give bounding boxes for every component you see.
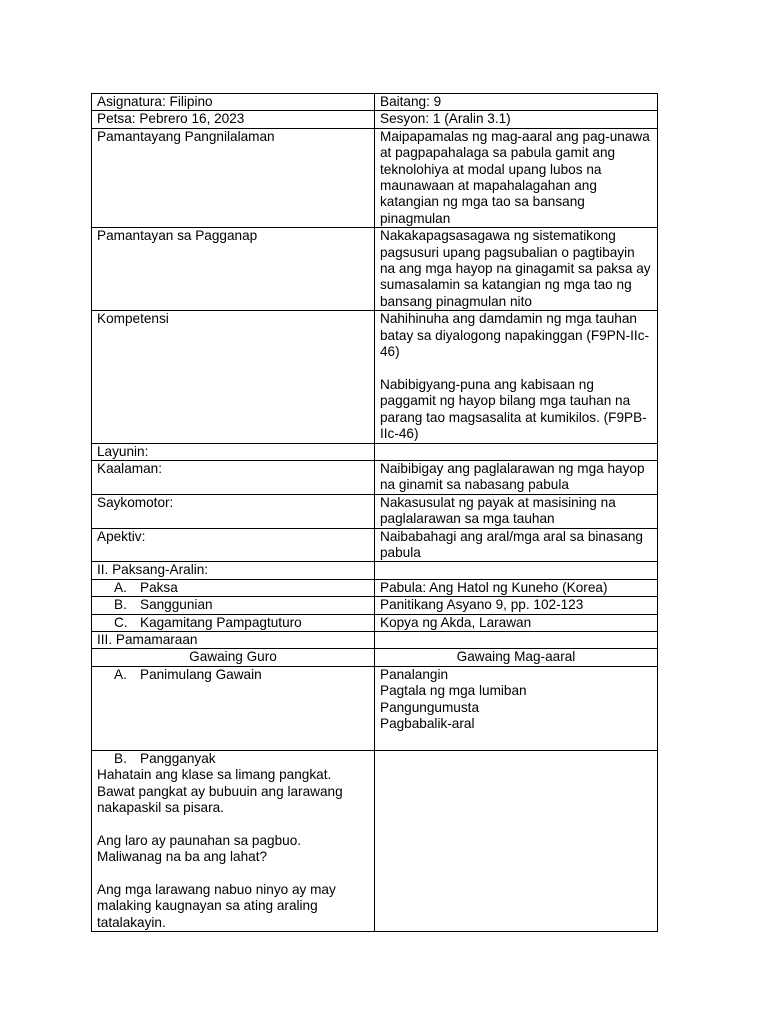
reference-label-text: Sanggunian <box>140 597 213 613</box>
procedure-label: III. Pamamaraan <box>92 631 375 648</box>
table-row <box>92 494 658 528</box>
table-row <box>92 228 658 311</box>
session-cell: Sesyon: 1 (Aralin 3.1) <box>375 111 658 128</box>
table-row <box>92 614 658 631</box>
topic-text: Pabula: Ang Hatol ng Kuneho (Korea) <box>375 579 658 596</box>
knowledge-label: Kaalaman: <box>92 460 375 494</box>
date-cell: Petsa: Pebrero 16, 2023 <box>92 111 375 128</box>
motivation-student-cell <box>375 750 658 931</box>
list-item: Pangungumusta <box>380 699 480 715</box>
preliminary-activity-text: Panimulang Gawain <box>140 666 262 682</box>
content-standard-text: Maipapamalas ng mag-aaral ang pag-unawa at pagpapahalaga sa pabula gamit ang teknolohiya at modal upang lubos na maunawaan at mapahalagahan ang katangian ng mga tao sa bansang pinagmulan <box>375 128 658 227</box>
list-letter: C. <box>114 614 128 630</box>
affective-label: Apektiv: <box>92 528 375 562</box>
subject-matter-value <box>375 562 658 579</box>
motivation-paragraph-3: Ang mga larawang nabuo ninyo ay may malaking kaugnayan sa ating araling tatalakayin. <box>97 882 336 930</box>
table-row <box>92 562 658 579</box>
psychomotor-label: Saykomotor: <box>92 494 375 528</box>
list-letter: A. <box>114 579 127 595</box>
affective-text: Naibabahagi ang aral/mga aral sa binasang pabula <box>375 528 658 562</box>
subject-matter-label: II. Paksang-Aralin: <box>92 562 375 579</box>
table-row <box>92 111 658 128</box>
table-row <box>92 443 658 460</box>
table-row <box>92 649 658 666</box>
table-row <box>92 311 658 443</box>
reference-label <box>92 597 375 614</box>
motivation-cell <box>92 750 375 931</box>
teacher-activity-header: Gawaing Guro <box>92 649 375 666</box>
motivation-paragraph-1: Hahatain ang klase sa limang pangkat. Bawat pangkat ay bubuuin ang larawang nakapaskil sa pisara. <box>97 767 343 816</box>
list-letter: B. <box>114 750 127 766</box>
table-row <box>92 460 658 494</box>
materials-label-text: Kagamitang Pampagtuturo <box>140 614 302 630</box>
list-letter: B. <box>114 597 127 613</box>
table-row <box>92 631 658 648</box>
motivation-heading-text: Pangganyak <box>140 750 216 766</box>
preliminary-activity-label <box>92 666 375 750</box>
preliminary-activity-list <box>375 666 658 750</box>
materials-label <box>92 614 375 631</box>
grade-cell: Baitang: 9 <box>375 94 658 111</box>
materials-text: Kopya ng Akda, Larawan <box>375 614 658 631</box>
lesson-plan-table <box>91 93 658 932</box>
table-row <box>92 94 658 111</box>
objectives-label: Layunin: <box>92 443 375 460</box>
knowledge-text: Naibibigay ang paglalarawan ng mga hayop na ginamit sa nabasang pabula <box>375 460 658 494</box>
motivation-heading <box>97 751 369 767</box>
competency-cell <box>375 311 658 443</box>
table-row <box>92 597 658 614</box>
table-row <box>92 666 658 750</box>
list-letter: A. <box>114 666 127 682</box>
list-item: Pagtala ng mga lumiban <box>380 683 527 699</box>
psychomotor-text: Nakasusulat ng payak at masisining na paglalarawan sa mga tauhan <box>375 494 658 528</box>
competency-label: Kompetensi <box>92 311 375 443</box>
competency-text-2: Nabibigyang-puna ang kabisaan ng paggamit ng hayop bilang mga tauhan na parang tao magsasalita at kumikilos. (F9PB-IIc-46) <box>380 376 647 442</box>
table-row <box>92 750 658 931</box>
subject-cell: Asignatura: Filipino <box>92 94 375 111</box>
reference-text: Panitikang Asyano 9, pp. 102-123 <box>375 597 658 614</box>
student-activity-header: Gawaing Mag-aaral <box>375 649 658 666</box>
performance-standard-text: Nakakapagsasagawa ng sistematikong pagsusuri upang pagsubalian o pagtibayin na ang mga hayop na ginagamit sa paksa ay sumasalamin sa katangian ng mga tao ng bansang pinagmulan nito <box>375 228 658 311</box>
objectives-value <box>375 443 658 460</box>
table-row <box>92 579 658 596</box>
table-row <box>92 128 658 227</box>
performance-standard-label: Pamantayan sa Pagganap <box>92 228 375 311</box>
list-item: Pagbabalik-aral <box>380 716 475 732</box>
motivation-paragraph-2: Ang laro ay paunahan sa pagbuo. Maliwanag na ba ang lahat? <box>97 832 302 865</box>
topic-label-text: Paksa <box>140 579 178 595</box>
table-row <box>92 528 658 562</box>
content-standard-label: Pamantayang Pangnilalaman <box>92 128 375 227</box>
list-item: Panalangin <box>380 666 449 682</box>
procedure-value <box>375 631 658 648</box>
topic-label <box>92 579 375 596</box>
competency-text-1: Nahihinuha ang damdamin ng mga tauhan batay sa diyalogong napakinggan (F9PN-IIc-46) <box>380 311 650 360</box>
